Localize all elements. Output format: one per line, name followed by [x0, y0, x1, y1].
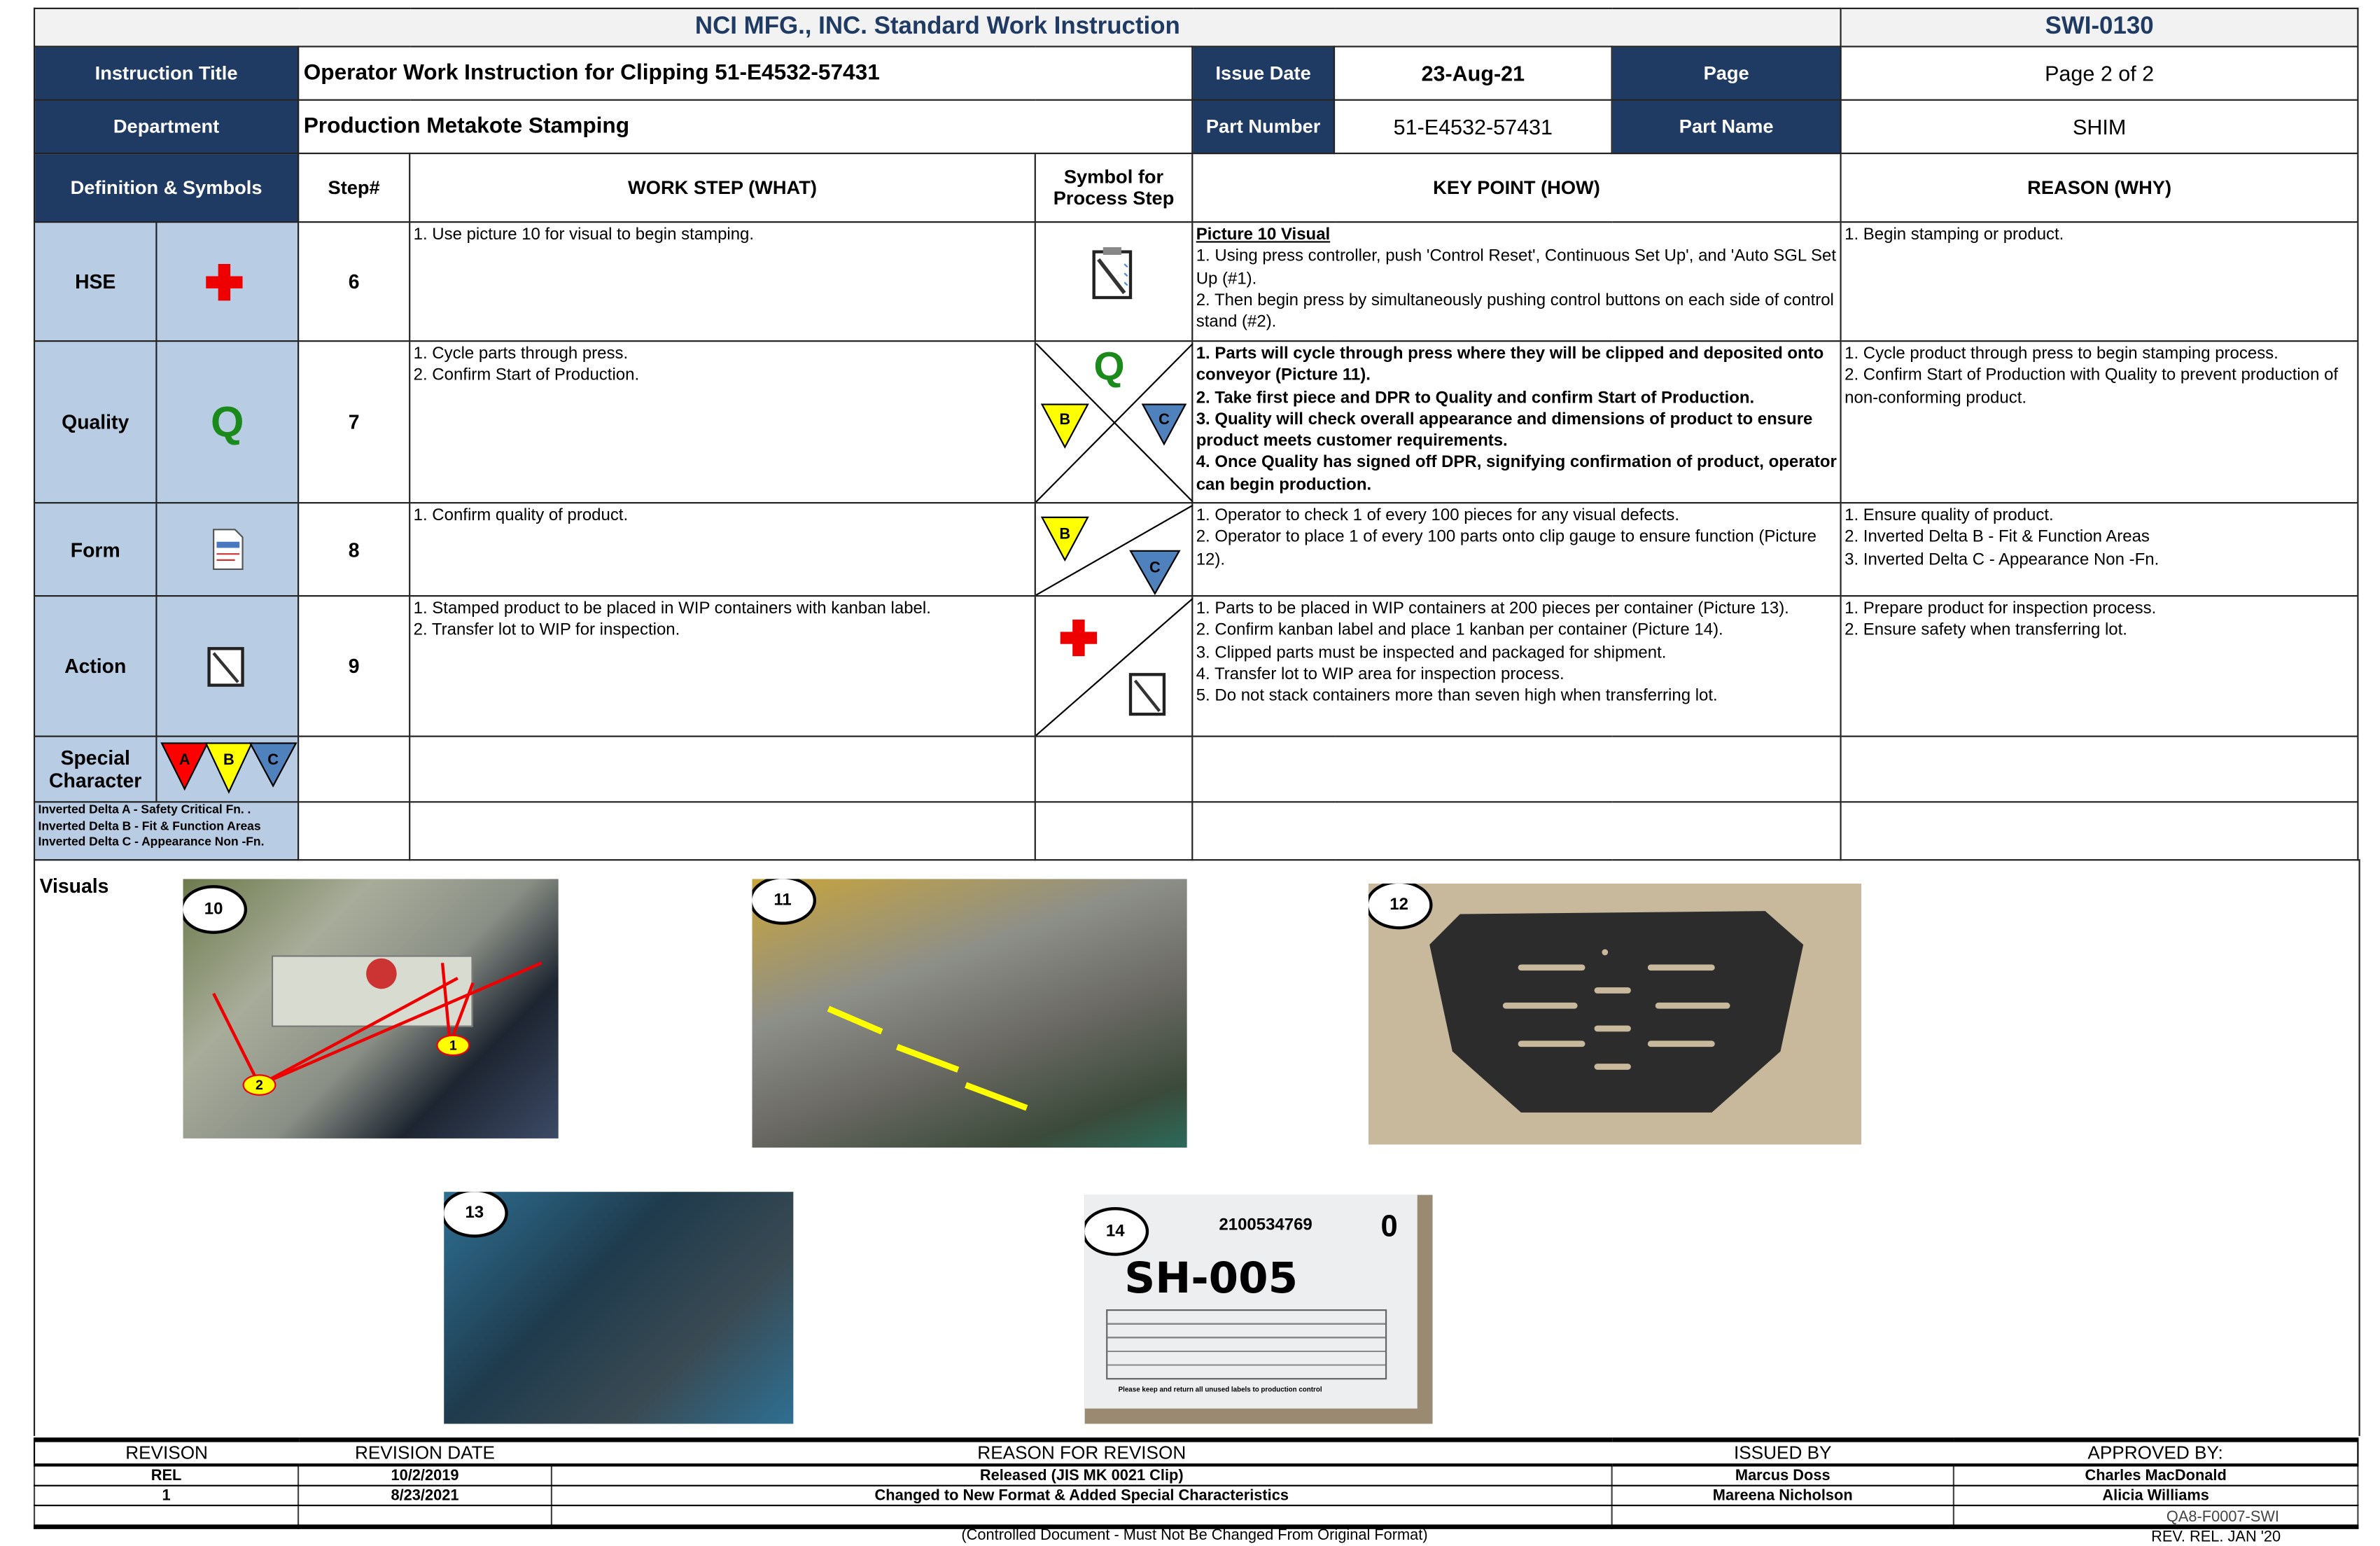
list-line: 4. Transfer lot to WIP area for inspection process. [1196, 665, 1564, 684]
revision-cell: 1 [34, 1486, 298, 1505]
step-header: Step# [298, 153, 410, 222]
revision-header: REVISON [34, 1440, 298, 1465]
clipboard-icon [156, 596, 298, 737]
symbol-header: Symbol for Process Step [1035, 153, 1192, 222]
label-code: 2100534769 [1219, 1216, 1312, 1235]
list-line: Inverted Delta C - Appearance Non -Fn. [38, 835, 265, 849]
svg-text:C: C [1149, 557, 1161, 576]
delta-legend [34, 802, 298, 860]
delta-b-icon [206, 743, 251, 792]
list-line: Inverted Delta B - Fit & Function Areas [38, 819, 261, 833]
revision-row [34, 1465, 2358, 1485]
clipboard-icon [1130, 674, 1164, 713]
svg-text:B: B [1059, 524, 1071, 542]
work-step [410, 341, 1035, 503]
list-line: 2. Transfer lot to WIP for inspection. [413, 621, 680, 640]
issued-by-header: ISSUED BY [1612, 1440, 1954, 1465]
work-step [410, 596, 1035, 737]
delta-a-icon [162, 743, 207, 788]
list-line: 2. Inverted Delta B - Fit & Function Areas [1844, 528, 2150, 547]
quality-q-icon: Q [1093, 344, 1125, 389]
list-line: 1. Begin stamping or product. [1844, 225, 2064, 244]
approved-by-header: APPROVED BY: [1954, 1440, 2358, 1465]
revision-cell: Mareena Nicholson [1612, 1486, 1954, 1505]
step-number: 6 [298, 222, 410, 341]
inverted-delta-icons [156, 737, 298, 802]
reason [1841, 503, 2358, 596]
list-line: 2. Ensure safety when transferring lot. [1844, 621, 2127, 640]
step-number: 9 [298, 596, 410, 737]
label-part: SH-005 [1124, 1253, 1298, 1304]
list-line: 1. Parts will cycle through press where they will be clipped and deposited onto conveyor (Picture 11). [1196, 344, 1824, 385]
revision-row [34, 1486, 2358, 1505]
callout-1: 1 [436, 1035, 470, 1057]
picture-11-press [752, 879, 1186, 1148]
list-line: 1. Parts to be placed in WIP containers at 200 pieces per container (Picture 13). [1196, 599, 1789, 618]
picture-10-control-panel [183, 879, 559, 1138]
revision-cell: Changed to New Format & Added Special Characteristics [552, 1486, 1612, 1505]
step-row [34, 596, 2358, 737]
svg-text:C: C [1158, 409, 1170, 427]
work-step [410, 503, 1035, 596]
list-line: 2. Operator to place 1 of every 100 parts onto clip gauge to ensure function (Picture 12). [1196, 528, 1817, 569]
list-line: 3. Inverted Delta C - Appearance Non -Fn. [1844, 550, 2160, 569]
picture-12-shim-part [1368, 884, 1861, 1145]
quality-q-icon: Q [156, 341, 298, 503]
reason-header: REASON (WHY) [1841, 153, 2358, 222]
list-line: 3. Clipped parts must be inspected and packaged for shipment. [1196, 643, 1667, 662]
work-step-header: WORK STEP (WHAT) [410, 153, 1035, 222]
list-line: 2. Confirm Start of Production. [413, 366, 640, 385]
revision-cell: Alicia Williams [1954, 1486, 2358, 1505]
part-name-value: SHIM [1841, 100, 2358, 153]
symbol-label-quality: Quality [34, 341, 156, 503]
svg-text:B: B [1059, 409, 1071, 427]
revision-table [34, 1437, 2359, 1529]
symbol-label-action: Action [34, 596, 156, 737]
symbol-cell [1035, 503, 1192, 596]
form-revision: REV. REL. JAN '20 [2151, 1528, 2281, 1546]
picture-number: 12 [1368, 884, 1433, 929]
step-number: 8 [298, 503, 410, 596]
list-line: 5. Do not stack containers more than seven high when transferring lot. [1196, 687, 1718, 706]
label-count: 0 [1380, 1210, 1398, 1244]
callout-2: 2 [243, 1074, 276, 1096]
delta-b-icon [1042, 517, 1088, 559]
list-line: 1. Ensure quality of product. [1844, 506, 2054, 525]
delta-c-icon [1130, 550, 1180, 593]
department-label: Department [34, 100, 298, 153]
label-note: Please keep and return all unused labels to production control [1118, 1385, 1322, 1393]
picture-number: 11 [752, 879, 816, 924]
work-step [410, 222, 1035, 341]
revision-cell: Marcus Doss [1612, 1465, 1954, 1485]
symbol-cell [1035, 596, 1192, 737]
delta-a-letter: A [178, 750, 190, 768]
list-line: 2. Confirm Start of Production with Quality to prevent production of non-conforming product. [1844, 366, 2339, 408]
page-value: Page 2 of 2 [1841, 46, 2358, 99]
issue-date-value: 23-Aug-21 [1334, 46, 1612, 99]
key-point [1192, 222, 1840, 341]
delta-c-icon [1142, 403, 1185, 443]
form-document-icon [156, 503, 298, 596]
list-line: 4. Once Quality has signed off DPR, signifying confirmation of product, operator can begin production. [1196, 454, 1837, 494]
step-number: 7 [298, 341, 410, 503]
step-row [34, 341, 2358, 503]
reason [1841, 596, 2358, 737]
form-id: QA8-F0007-SWI [2166, 1509, 2280, 1526]
revision-cell: 10/2/2019 [298, 1465, 552, 1485]
revision-row-empty [34, 1505, 2358, 1527]
red-cross-icon [156, 222, 298, 341]
list-line: Inverted Delta A - Safety Critical Fn. . [38, 802, 251, 817]
list-line: 1. Prepare product for inspection process. [1844, 599, 2157, 618]
symbol-cell [1035, 222, 1192, 341]
picture-13-wip-container [444, 1192, 793, 1423]
instruction-title-label: Instruction Title [34, 46, 298, 99]
part-name-label: Part Name [1612, 100, 1841, 153]
revision-cell: Released (JIS MK 0021 Clip) [552, 1465, 1612, 1485]
document-number: SWI-0130 [1841, 8, 2358, 46]
key-point [1192, 503, 1840, 596]
list-line: 1. Operator to check 1 of every 100 pieces for any visual defects. [1196, 506, 1680, 525]
visuals-label: Visuals [39, 874, 109, 898]
key-point-header: KEY POINT (HOW) [1192, 153, 1840, 222]
list-line: 2. Take first piece and DPR to Quality and confirm Start of Production. [1196, 388, 1755, 408]
controlled-document-note: (Controlled Document - Must Not Be Changed From Original Format) [961, 1527, 1428, 1545]
document-title: NCI MFG., INC. Standard Work Instruction [34, 8, 1841, 46]
list-line: 1. Using press controller, push 'Control Reset', Continuous Set Up', and 'Auto SGL Set Up (#1). [1196, 247, 1837, 288]
instruction-table [34, 8, 2359, 861]
step-row [34, 503, 2358, 596]
list-line: 1. Cycle parts through press. [413, 344, 629, 363]
key-point [1192, 341, 1840, 503]
list-line: 2. Then begin press by simultaneously pushing control buttons on each side of control stand (#2). [1196, 291, 1834, 332]
symbol-cell [1035, 341, 1192, 503]
list-line: 2. Confirm kanban label and place 1 kanban per container (Picture 14). [1196, 621, 1723, 640]
picture-14-kanban-label [1085, 1195, 1433, 1424]
picture-number: 14 [1085, 1207, 1149, 1256]
picture-number: 10 [183, 885, 248, 934]
reason-header: REASON FOR REVISON [552, 1440, 1612, 1465]
symbol-label-special-character: Special Character [34, 737, 156, 802]
reason [1841, 341, 2358, 503]
revision-date-header: REVISION DATE [298, 1440, 552, 1465]
list-line: 3. Quality will check overall appearance and dimensions of product to ensure product meets customer requirements. [1196, 410, 1813, 451]
svg-text:C: C [267, 750, 279, 768]
delta-c-icon [250, 743, 295, 786]
definition-symbols-header: Definition & Symbols [34, 153, 298, 222]
red-cross-icon [1060, 619, 1097, 655]
revision-cell: Charles MacDonald [1954, 1465, 2358, 1485]
revision-cell: 8/23/2021 [298, 1486, 552, 1505]
list-line: 1. Confirm quality of product. [413, 506, 629, 525]
page-label: Page [1612, 46, 1841, 99]
department-value: Production Metakote Stamping [298, 100, 1192, 153]
delta-b-icon [1042, 403, 1088, 446]
visuals-section [34, 859, 2360, 1436]
key-point [1192, 596, 1840, 737]
revision-cell: REL [34, 1465, 298, 1485]
picture-number: 13 [444, 1192, 508, 1237]
instruction-title-value: Operator Work Instruction for Clipping 51-E4532-57431 [298, 46, 1192, 99]
list-line: 1. Cycle product through press to begin stamping process. [1844, 344, 2278, 363]
key-point-lines [1196, 246, 1837, 334]
svg-text:B: B [223, 750, 234, 768]
issue-date-label: Issue Date [1192, 46, 1334, 99]
step-row [34, 222, 2358, 341]
reason [1841, 222, 2358, 341]
clipboard-icon [1036, 223, 1193, 340]
symbol-label-form: Form [34, 503, 156, 596]
part-number-value: 51-E4532-57431 [1334, 100, 1612, 153]
part-number-label: Part Number [1192, 100, 1334, 153]
symbol-label-hse: HSE [34, 222, 156, 341]
list-line: 1. Stamped product to be placed in WIP containers with kanban label. [413, 599, 931, 618]
key-point-title: Picture 10 Visual [1196, 225, 1331, 244]
list-line: 1. Use picture 10 for visual to begin stamping. [413, 225, 755, 244]
